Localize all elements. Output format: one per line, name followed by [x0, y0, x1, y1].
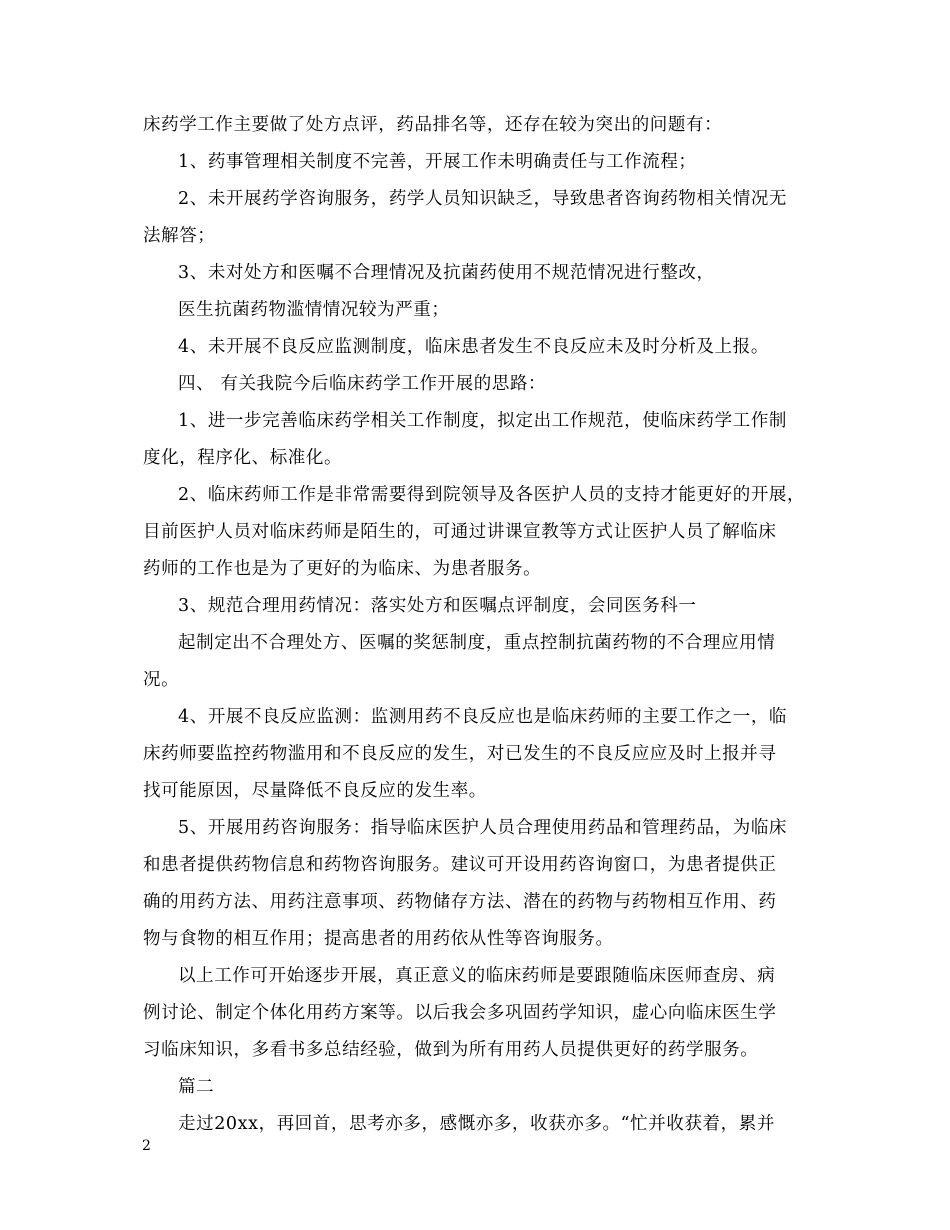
- text-line: 2、临床药师工作是非常需要得到院领导及各医护人员的支持才能更好的开展，: [178, 485, 806, 505]
- text-line: 度化，程序化、标准化。: [143, 448, 343, 468]
- text-line: 药师的工作也是为了更好的为临床、为患者服务。: [143, 559, 542, 579]
- text-line: 2、未开展药学咨询服务，药学人员知识缺乏，导致患者咨询药物相关情况无: [178, 189, 788, 209]
- text-line: 和患者提供药物信息和药物咨询服务。建议可开设用药咨询窗口，为患者提供正: [143, 855, 777, 875]
- text-line: 走过20xx，再回首，思考亦多，感慨亦多，收获亦多。“忙并收获着，累并: [178, 1114, 775, 1134]
- text-line: 况。: [143, 670, 180, 690]
- text-line: 4、未开展不良反应监测制度，临床患者发生不良反应未及时分析及上报。: [178, 337, 769, 357]
- page-number: 2: [142, 1138, 151, 1154]
- text-line: 目前医护人员对临床药师是陌生的，可通过讲课宣教等方式让医护人员了解临床: [143, 522, 777, 542]
- text-line: 床药师要监控药物滥用和不良反应的发生，对已发生的不良反应应及时上报并寻: [143, 744, 777, 764]
- text-line: 物与食物的相互作用；提高患者的用药依从性等咨询服务。: [143, 929, 614, 949]
- text-line: 习临床知识，多看书多总结经验，做到为所有用药人员提供更好的药学服务。: [143, 1040, 759, 1060]
- text-line: 医生抗菌药物滥情情况较为严重；: [178, 300, 450, 320]
- text-line: 1、药事管理相关制度不完善，开展工作未明确责任与工作流程；: [178, 152, 697, 172]
- text-line: 5、开展用药咨询服务：指导临床医护人员合理使用药品和管理药品，为临床: [178, 818, 788, 838]
- text-line: 确的用药方法、用药注意事项、药物储存方法、潜在的药物与药物相互作用、药: [143, 892, 777, 912]
- text-line: 起制定出不合理处方、医嘱的奖惩制度，重点控制抗菌药物的不合理应用情: [178, 633, 776, 653]
- text-line: 1、进一步完善临床药学相关工作制度，拟定出工作规范，使临床药学工作制: [178, 411, 788, 431]
- section-heading: 四、 有关我院今后临床药学工作开展的思路：: [178, 374, 547, 394]
- text-line: 法解答；: [143, 226, 216, 246]
- text-line: 以上工作可开始逐步开展，真正意义的临床药师是要跟随临床医师查房、病: [178, 966, 776, 986]
- text-line: 找可能原因，尽量降低不良反应的发生率。: [143, 781, 487, 801]
- text-line: 例讨论、制定个体化用药方案等。以后我会多巩固药学知识，虚心向临床医生学: [143, 1003, 777, 1023]
- text-line: 3、未对处方和医嘱不合理情况及抗菌药使用不规范情况进行整改，: [178, 263, 715, 283]
- text-line: 4、开展不良反应监测：监测用药不良反应也是临床药师的主要工作之一，临: [178, 707, 788, 727]
- section-heading: 篇二: [178, 1077, 215, 1097]
- text-line: 3、规范合理用药情况：落实处方和医嘱点评制度，会同医务科一: [178, 596, 697, 616]
- text-line: 床药学工作主要做了处方点评，药品排名等，还存在较为突出的问题有：: [143, 115, 723, 135]
